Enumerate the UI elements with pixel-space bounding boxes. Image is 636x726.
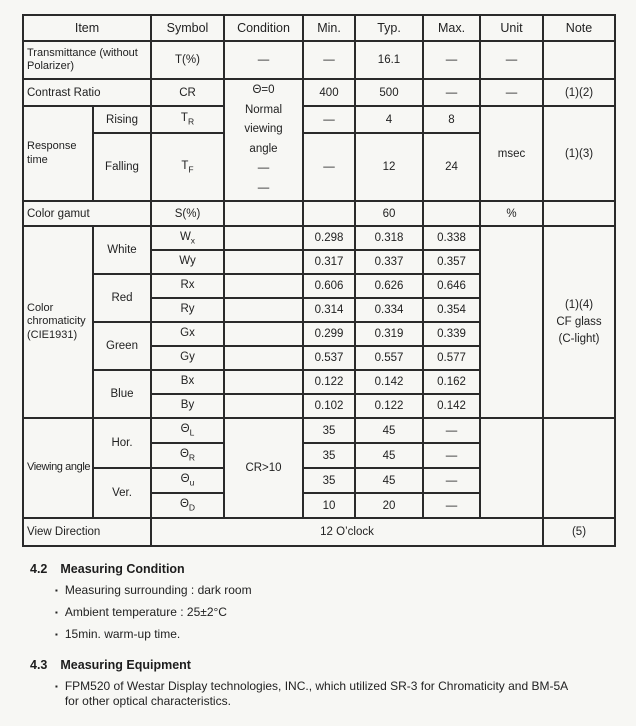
list-item — [55, 679, 620, 709]
symbol-base: By — [180, 398, 195, 411]
theta-symbol: Θ — [180, 473, 190, 486]
chroma-min-cell: 0.122 — [303, 370, 355, 394]
chroma-symbol-cell — [151, 226, 224, 250]
gamut-unit-cell: % — [480, 201, 543, 226]
chroma-condition-cell — [224, 322, 303, 346]
contrast-min-cell: 400 — [303, 79, 355, 106]
chroma-typ-cell: 0.142 — [355, 370, 423, 394]
transmittance-symbol-cell: T(%) — [151, 41, 224, 79]
chroma-symbol-cell — [151, 346, 224, 370]
chroma-symbol-cell — [151, 322, 224, 346]
viewing-symbol-cell — [151, 418, 224, 443]
viewing-unit-cell — [480, 418, 543, 518]
chroma-min-cell: 0.298 — [303, 226, 355, 250]
chroma-condition-cell — [224, 274, 303, 298]
chroma-max-cell: 0.142 — [423, 394, 480, 418]
section-number: 4.2 — [30, 562, 48, 576]
view-direction-value-cell: 12 O’clock — [151, 518, 543, 546]
viewing-typ-cell: 45 — [355, 443, 423, 468]
transmittance-typ-cell: 16.1 — [355, 41, 423, 79]
symbol-base: Gx — [180, 326, 195, 339]
chroma-min-cell: 0.102 — [303, 394, 355, 418]
chroma-min-cell: 0.299 — [303, 322, 355, 346]
symbol-sub: D — [188, 502, 196, 513]
response-rising-row — [23, 106, 615, 133]
viewing-typ-cell: 45 — [355, 418, 423, 443]
col-header-symbol: Symbol — [151, 15, 224, 41]
chroma-min-cell: 0.606 — [303, 274, 355, 298]
optical-characteristics-table — [22, 14, 616, 547]
chroma-group-green: Green — [93, 322, 151, 370]
list-item — [55, 605, 620, 620]
view-direction-row — [23, 518, 615, 546]
symbol-base: Wy — [179, 254, 196, 267]
contrast-max-cell: — — [423, 79, 480, 106]
chroma-condition-cell — [224, 226, 303, 250]
response-unit-cell: msec — [480, 106, 543, 201]
chroma-max-cell: 0.354 — [423, 298, 480, 322]
rising-max-cell: 8 — [423, 106, 480, 133]
symbol-sub: x — [190, 235, 196, 246]
chroma-row — [23, 226, 615, 250]
viewing-min-cell: 35 — [303, 418, 355, 443]
section-title: Measuring Equipment — [60, 658, 191, 672]
chroma-max-cell: 0.646 — [423, 274, 480, 298]
chroma-condition-cell — [224, 346, 303, 370]
transmittance-item-cell: Transmittance (without Polarizer) — [23, 41, 151, 79]
notes-sections — [30, 562, 620, 725]
contrast-row — [23, 79, 615, 106]
viewing-symbol-cell — [151, 443, 224, 468]
gamut-typ-cell: 60 — [355, 201, 423, 226]
col-header-max: Max. — [423, 15, 480, 41]
contrast-item-cell: Contrast Ratio — [23, 79, 151, 106]
rising-label-cell: Rising — [93, 106, 151, 133]
contrast-note-cell: (1)(2) — [543, 79, 615, 106]
gamut-max-cell — [423, 201, 480, 226]
falling-typ-cell: 12 — [355, 133, 423, 201]
viewing-note-cell — [543, 418, 615, 518]
bullet-icon: ▪ — [55, 630, 58, 639]
chroma-group-blue: Blue — [93, 370, 151, 418]
chroma-note-cell — [543, 226, 615, 418]
condition-line: — — [257, 181, 270, 194]
symbol-base: Rx — [180, 278, 195, 291]
chroma-typ-cell: 0.557 — [355, 346, 423, 370]
chroma-typ-cell: 0.318 — [355, 226, 423, 250]
gamut-item-cell: Color gamut — [23, 201, 151, 226]
symbol-sub: F — [188, 164, 194, 175]
falling-max-cell: 24 — [423, 133, 480, 201]
chroma-max-cell: 0.339 — [423, 322, 480, 346]
chroma-max-cell: 0.338 — [423, 226, 480, 250]
viewing-symbol-cell — [151, 468, 224, 493]
transmittance-note-cell — [543, 41, 615, 79]
chroma-min-cell: 0.537 — [303, 346, 355, 370]
col-header-unit: Unit — [480, 15, 543, 41]
header-row — [23, 15, 615, 41]
symbol-sub: R — [188, 452, 196, 463]
section-heading — [30, 658, 620, 672]
viewing-min-cell: 35 — [303, 468, 355, 493]
transmittance-min-cell: — — [303, 41, 355, 79]
gamut-min-cell — [303, 201, 355, 226]
viewing-min-cell: 10 — [303, 493, 355, 518]
response-note-cell: (1)(3) — [543, 106, 615, 201]
response-item-cell: Response time — [23, 106, 93, 201]
viewing-symbol-cell — [151, 493, 224, 518]
section-number: 4.3 — [30, 658, 48, 672]
gamut-condition-cell — [224, 201, 303, 226]
col-header-min: Min. — [303, 15, 355, 41]
col-header-item: Item — [23, 15, 151, 41]
col-header-typ: Typ. — [355, 15, 423, 41]
section-title: Measuring Condition — [60, 562, 185, 576]
chroma-min-cell: 0.317 — [303, 250, 355, 274]
symbol-base: T — [181, 159, 189, 172]
viewing-typ-cell: 45 — [355, 468, 423, 493]
bullet-list — [55, 679, 620, 709]
chroma-unit-cell — [480, 226, 543, 418]
chroma-group-red: Red — [93, 274, 151, 322]
chroma-typ-cell: 0.319 — [355, 322, 423, 346]
chroma-condition-cell — [224, 250, 303, 274]
bullet-text: FPM520 of Westar Display technologies, INC., which utilized SR-3 for Chromaticity and BM-5A for other optical characteristics. — [64, 679, 568, 708]
rising-typ-cell: 4 — [355, 106, 423, 133]
falling-label-cell: Falling — [93, 133, 151, 201]
chroma-group-white: White — [93, 226, 151, 274]
chroma-min-cell: 0.314 — [303, 298, 355, 322]
chroma-typ-cell: 0.337 — [355, 250, 423, 274]
contrast-unit-cell: — — [480, 79, 543, 106]
theta-symbol: Θ — [180, 423, 190, 436]
section-measuring-condition — [30, 562, 620, 642]
condition-merged-cell — [224, 79, 303, 201]
bullet-list — [55, 583, 620, 642]
section-heading — [30, 562, 620, 576]
bullet-icon: ▪ — [55, 608, 58, 617]
symbol-base: T — [180, 112, 188, 125]
falling-symbol-cell — [151, 133, 224, 201]
section-measuring-equipment — [30, 658, 620, 709]
gamut-symbol-cell: S(%) — [151, 201, 224, 226]
viewing-group-hor: Hor. — [93, 418, 151, 468]
bullet-icon: ▪ — [55, 586, 58, 595]
chroma-max-cell: 0.162 — [423, 370, 480, 394]
chroma-note-line: CF glass — [556, 315, 602, 328]
chroma-typ-cell: 0.122 — [355, 394, 423, 418]
rising-min-cell: — — [303, 106, 355, 133]
view-direction-note-cell: (5) — [543, 518, 615, 546]
col-header-condition: Condition — [224, 15, 303, 41]
transmittance-unit-cell: — — [480, 41, 543, 79]
bullet-icon: ▪ — [55, 682, 58, 691]
condition-line: angle — [249, 142, 278, 155]
viewing-max-cell: — — [423, 468, 480, 493]
gamut-note-cell — [543, 201, 615, 226]
chroma-note-line: (C-light) — [558, 332, 600, 345]
rising-symbol-cell — [151, 106, 224, 133]
view-direction-item-cell: View Direction — [23, 518, 151, 546]
symbol-base: W — [179, 230, 191, 243]
chroma-symbol-cell — [151, 274, 224, 298]
color-gamut-row — [23, 201, 615, 226]
viewing-max-cell: — — [423, 443, 480, 468]
chroma-symbol-cell — [151, 250, 224, 274]
bullet-text: Measuring surrounding : dark room — [64, 583, 252, 597]
condition-line: Θ=0 — [252, 84, 275, 96]
theta-symbol: Θ — [179, 448, 189, 461]
theta-symbol: Θ — [179, 498, 189, 511]
chroma-typ-cell: 0.334 — [355, 298, 423, 322]
falling-min-cell: — — [303, 133, 355, 201]
chroma-condition-cell — [224, 394, 303, 418]
viewing-condition-cell: CR>10 — [224, 418, 303, 518]
viewing-typ-cell: 20 — [355, 493, 423, 518]
condition-line: viewing — [244, 123, 283, 135]
chroma-max-cell: 0.357 — [423, 250, 480, 274]
symbol-sub: L — [189, 427, 195, 438]
contrast-typ-cell: 500 — [355, 79, 423, 106]
viewing-min-cell: 35 — [303, 443, 355, 468]
list-item — [55, 583, 620, 598]
symbol-sub: u — [189, 477, 195, 488]
viewing-item-cell: Viewing angle — [23, 418, 93, 518]
contrast-symbol-cell: CR — [151, 79, 224, 106]
viewing-group-ver: Ver. — [93, 468, 151, 518]
symbol-base: Gy — [180, 350, 195, 363]
chroma-condition-cell — [224, 370, 303, 394]
transmittance-row — [23, 41, 615, 79]
chroma-symbol-cell — [151, 370, 224, 394]
chroma-condition-cell — [224, 298, 303, 322]
transmittance-max-cell: — — [423, 41, 480, 79]
chroma-item-cell: Color chromaticity (CIE1931) — [23, 226, 93, 418]
condition-line: — — [257, 162, 270, 174]
bullet-text: 15min. warm-up time. — [64, 627, 181, 641]
bullet-text: Ambient temperature : 25±2°C — [64, 605, 227, 619]
chroma-symbol-cell — [151, 394, 224, 418]
condition-line: Normal — [244, 103, 283, 116]
symbol-base: Ry — [180, 302, 195, 315]
viewing-max-cell: — — [423, 418, 480, 443]
symbol-base: Bx — [180, 374, 195, 387]
chroma-note-line: (1)(4) — [564, 298, 594, 311]
list-item — [55, 627, 620, 642]
viewing-row — [23, 418, 615, 443]
chroma-max-cell: 0.577 — [423, 346, 480, 370]
transmittance-condition-cell: — — [224, 41, 303, 79]
chroma-symbol-cell — [151, 298, 224, 322]
symbol-sub: R — [187, 116, 195, 127]
viewing-max-cell: — — [423, 493, 480, 518]
col-header-note: Note — [543, 15, 615, 41]
chroma-typ-cell: 0.626 — [355, 274, 423, 298]
